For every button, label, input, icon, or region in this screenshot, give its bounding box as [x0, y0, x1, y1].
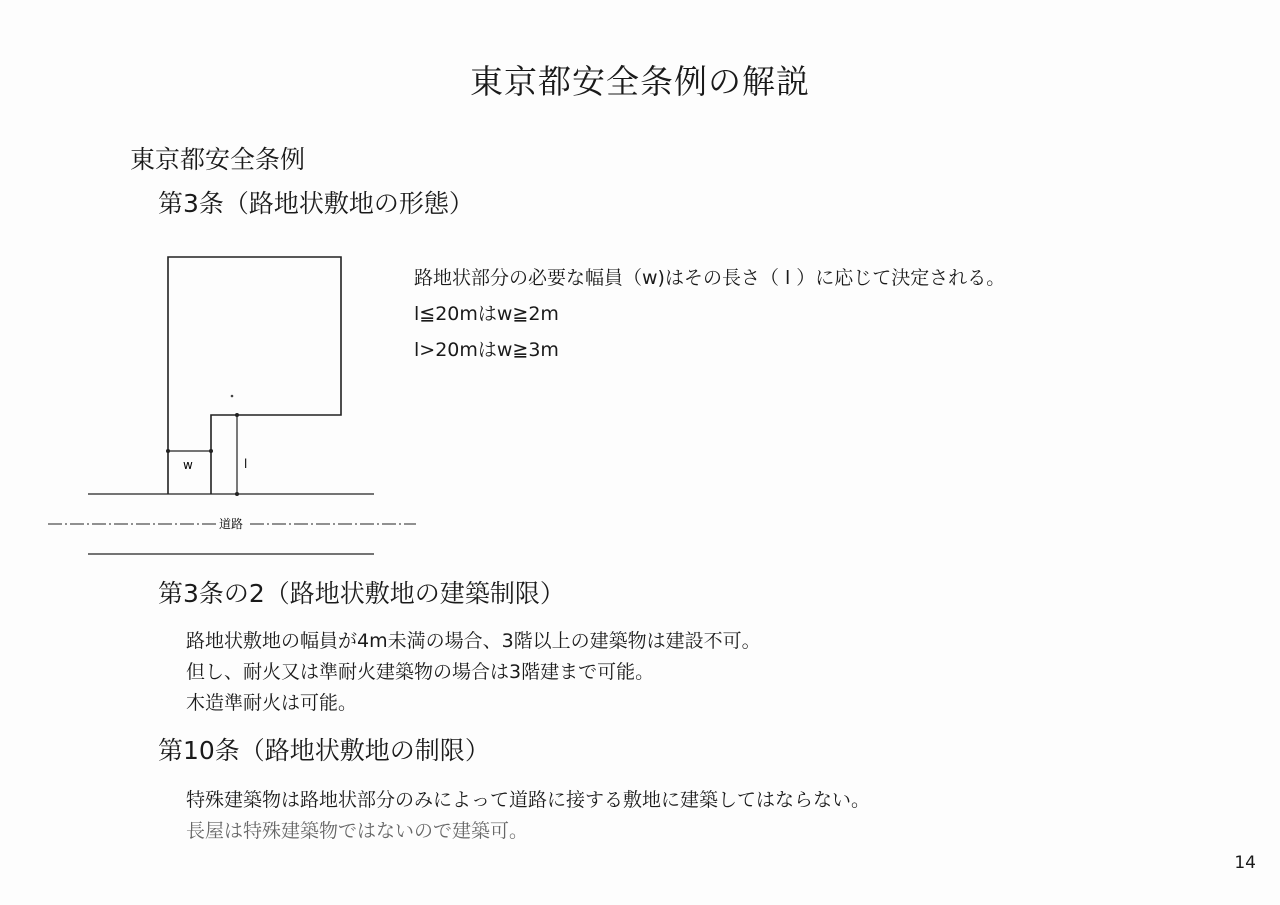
page-number: 14 — [1234, 853, 1256, 873]
article3-heading: 第3条（路地状敷地の形態） — [158, 189, 474, 218]
width-point-right — [209, 449, 213, 453]
length-point-top — [235, 413, 239, 417]
article10-heading: 第10条（路地状敷地の制限） — [158, 736, 490, 765]
article3-2-line-3: 木造準耐火は可能。 — [186, 692, 358, 714]
article3-line-2: l≦20mはw≧2m — [414, 303, 559, 325]
article3-body — [414, 260, 1005, 368]
article10-line-1: 特殊建築物は路地状部分のみによって道路に接する敷地に建築してはならない。 — [186, 789, 871, 811]
article3-2-body — [186, 626, 761, 719]
article10-line-2: 長屋は特殊建築物ではないので建築可。 — [186, 820, 529, 842]
article3-2-line-1: 路地状敷地の幅員が4m未満の場合、3階以上の建築物は建設不可。 — [186, 630, 761, 652]
article3-line-1: 路地状部分の必要な幅員（w)はその長さ（ l ）に応じて決定される。 — [414, 267, 1006, 289]
article10-body — [186, 785, 870, 847]
label-w: w — [183, 458, 193, 472]
road-label: 道路 — [219, 517, 244, 531]
article3-2-line-2: 但し、耐火又は準耐火建築物の場合は3階建まで可能。 — [186, 661, 655, 683]
article3-2-heading: 第3条の2（路地状敷地の建築制限） — [158, 579, 565, 608]
center-dot — [231, 395, 234, 398]
flag-lot-diagram — [0, 0, 440, 570]
page-title: 東京都安全条例の解説 — [470, 62, 810, 101]
article3-line-3: l>20mはw≧3m — [414, 339, 559, 361]
ordinance-heading: 東京都安全条例 — [130, 145, 306, 174]
width-point-left — [166, 449, 170, 453]
lot-outline — [168, 257, 341, 494]
label-l: l — [244, 457, 248, 471]
